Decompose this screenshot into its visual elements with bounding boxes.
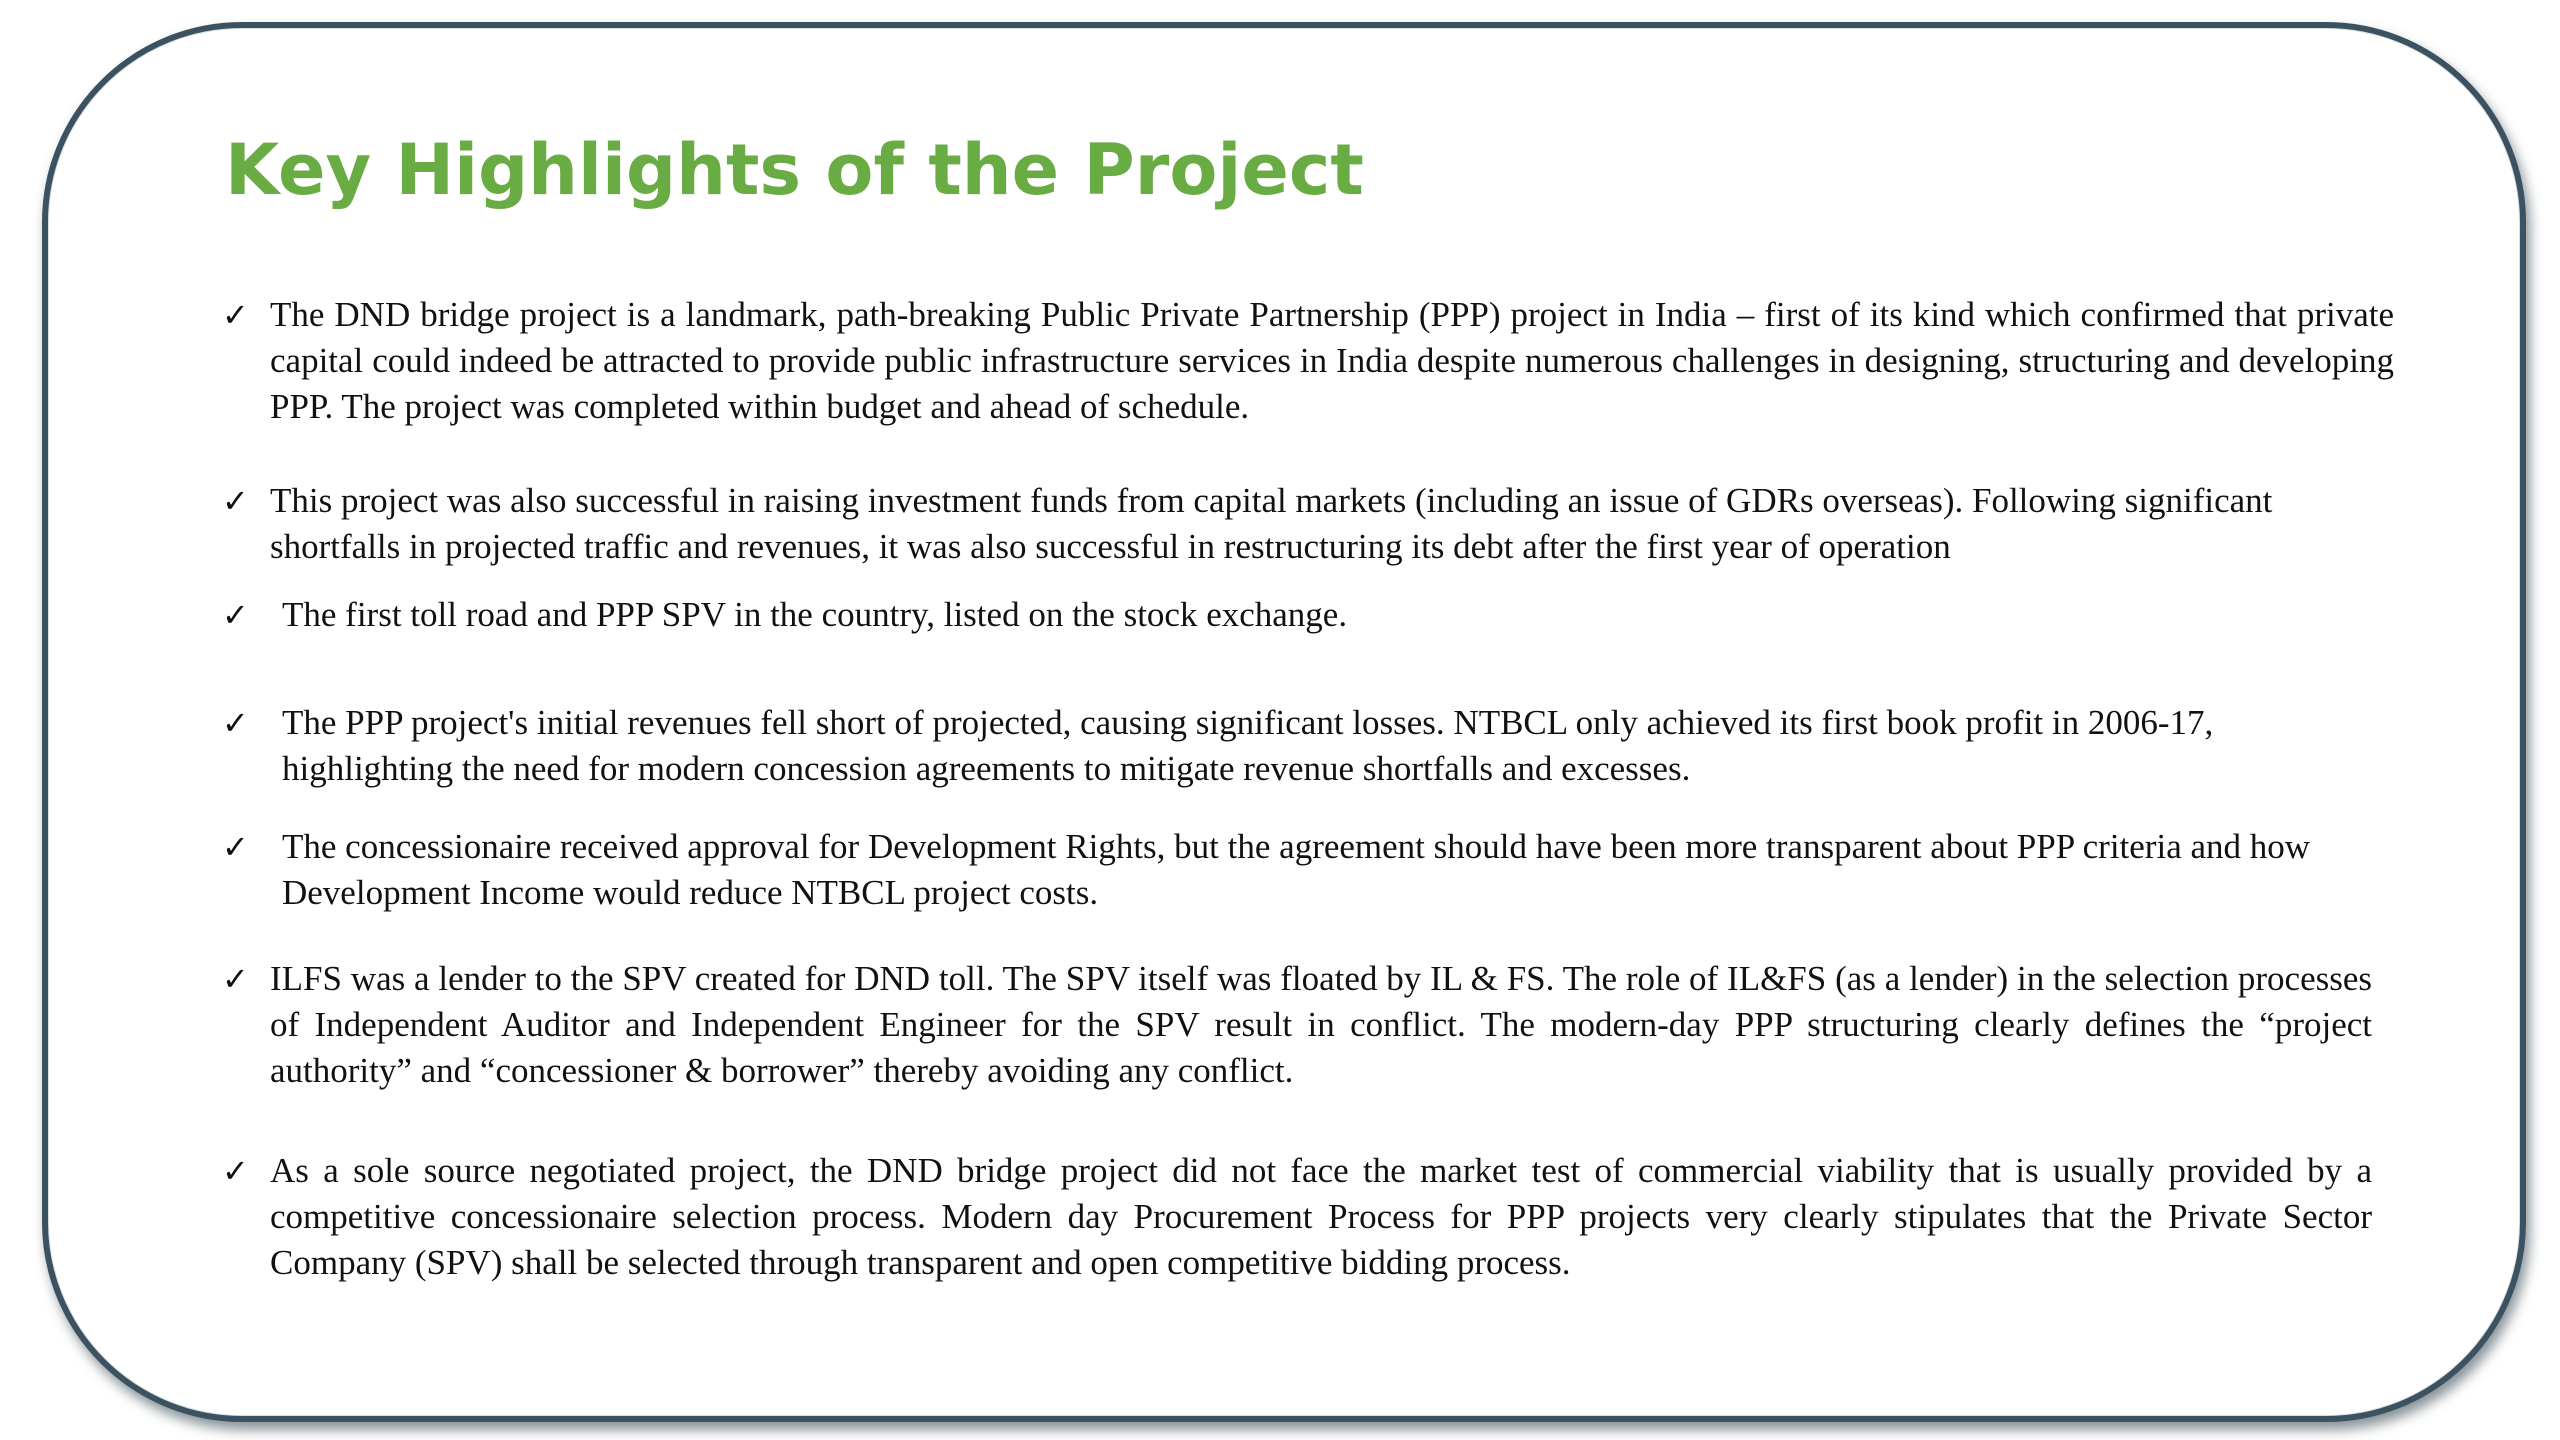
checkmark-icon: ✓: [222, 296, 249, 334]
list-item: [222, 824, 2352, 916]
list-item: [222, 478, 2394, 570]
list-item: [222, 700, 2372, 792]
list-item: [222, 956, 2372, 1094]
list-item: [222, 1148, 2372, 1286]
slide-title: Key Highlights of the Project: [225, 129, 1364, 211]
checkmark-icon: ✓: [222, 828, 249, 866]
list-item-text: As a sole source negotiated project, the DND bridge project did not face the market test of commercial viability that is usually provided by a competitive concessionaire selection process. Modern day Procurement Process for PPP projects very clearly stipulates that the Private Sector Company (SPV) shall be selected through transparent and open competitive bidding process.: [270, 1151, 2372, 1282]
checkmark-icon: ✓: [222, 1152, 249, 1190]
list-item: [222, 592, 2394, 638]
list-item-text: The DND bridge project is a landmark, path-breaking Public Private Partnership (PPP) project in India – first of its kind which confirmed that private capital could indeed be attracted to provide public infrastructure services in India despite numerous challenges in designing, structuring and developing PPP. The project was completed within budget and ahead of schedule.: [270, 295, 2394, 426]
checkmark-icon: ✓: [222, 704, 249, 742]
list-item-text: ILFS was a lender to the SPV created for DND toll. The SPV itself was floated by IL & FS. The role of IL&FS (as a lender) in the selection processes of Independent Auditor and Independent Engineer for the SPV result in conflict. The modern-day PPP structuring clearly defines the “project authority” and “concessioner & borrower” thereby avoiding any conflict.: [270, 959, 2372, 1090]
list-item-text: The PPP project's initial revenues fell short of projected, causing significant losses. NTBCL only achieved its first book profit in 2006-17, highlighting the need for modern concession agreements to mitigate revenue shortfalls and excesses.: [282, 703, 2214, 788]
list-item: [222, 292, 2394, 430]
checkmark-icon: ✓: [222, 482, 249, 520]
list-item-text: The concessionaire received approval for Development Rights, but the agreement should have been more transparent about PPP criteria and how Development Income would reduce NTBCL project costs.: [282, 827, 2311, 912]
list-item-text: This project was also successful in raising investment funds from capital markets (including an issue of GDRs overseas). Following significant shortfalls in projected traffic and revenues, it was also successful in restructuring its debt after the first year of operation: [270, 481, 2273, 566]
checkmark-icon: ✓: [222, 960, 249, 998]
checkmark-icon: ✓: [222, 596, 249, 634]
list-item-text: The first toll road and PPP SPV in the country, listed on the stock exchange.: [282, 595, 1348, 634]
